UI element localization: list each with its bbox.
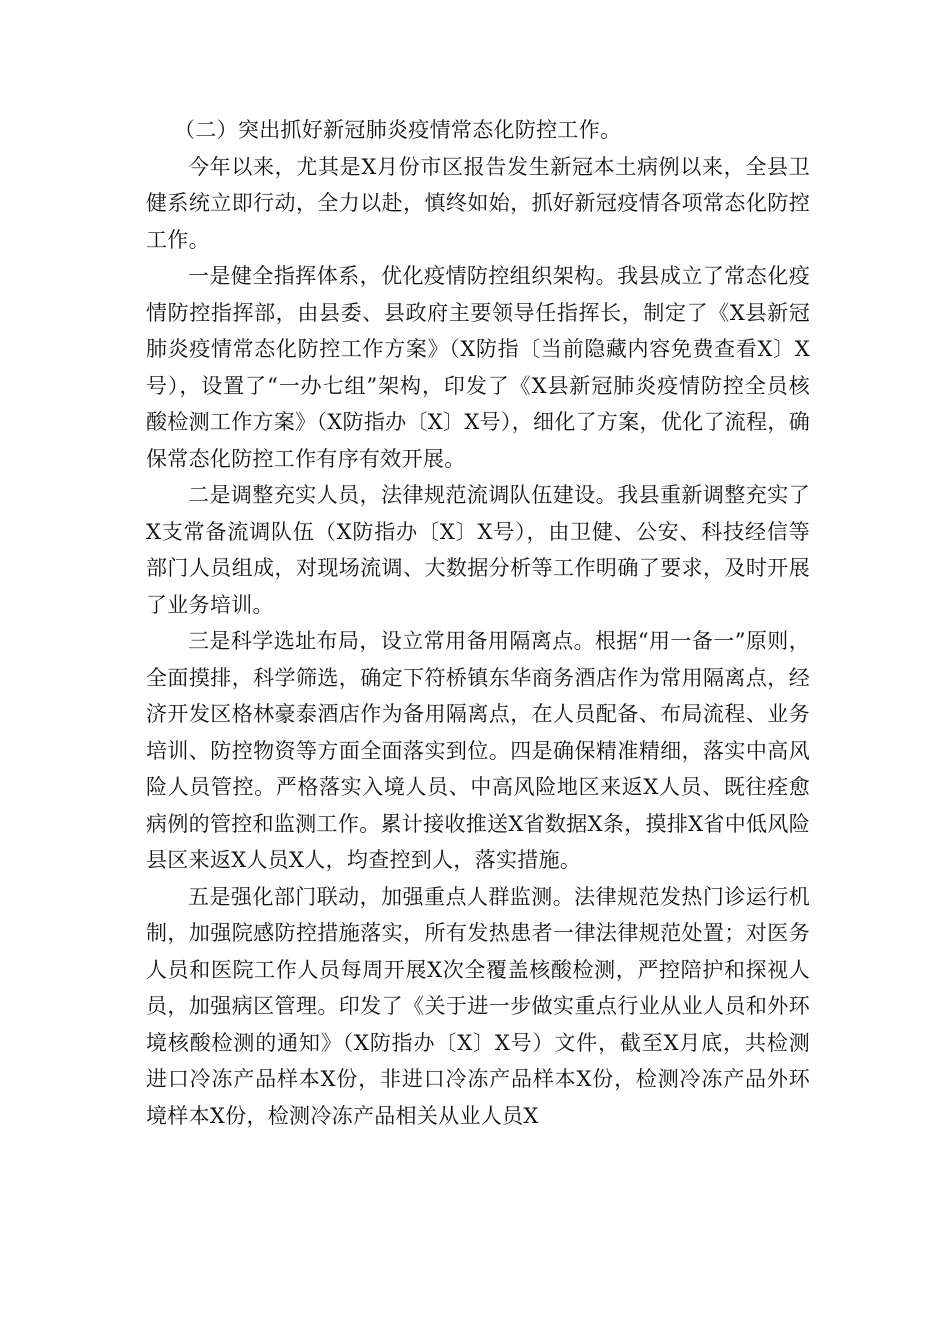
document-body [146,112,810,1134]
paragraph-intro: 今年以来，尤其是X月份市区报告发生新冠本土病例以来，全县卫健系统立即行动，全力以赴，慎终如始，抓好新冠疫情各项常态化防控工作。 [146,154,810,252]
paragraph-command-system: 一是健全指挥体系，优化疫情防控组织架构。我县成立了常态化疫情防控指挥部，由县委、县政府主要领导任指挥长，制定了《X县新冠肺炎疫情常态化防控工作方案》（X防指〔当前隐藏内容免费查看X〕X号），设置了“一办七组”架构，印发了《X县新冠肺炎疫情防控全员核酸检测工作方案》（X防指办〔X〕X号），细化了方案，优化了流程，确保常态化防控工作有序有效开展。 [146,264,810,471]
section-heading: （二）突出抓好新冠肺炎疫情常态化防控工作。 [174,118,622,142]
paragraph-tracing-team: 二是调整充实人员，法律规范流调队伍建设。我县重新调整充实了X支常备流调队伍（X防指办〔X〕X号），由卫健、公安、科技经信等部门人员组成，对现场流调、大数据分析等工作明确了要求，及时开展了业务培训。 [146,483,810,617]
paragraph-monitoring: 五是强化部门联动，加强重点人群监测。法律规范发热门诊运行机制，加强院感防控措施落实，所有发热患者一律法律规范处置；对医务人员和医院工作人员每周开展X次全覆盖核酸检测，严控陪护和探视人员，加强病区管理。印发了《关于进一步做实重点行业从业人员和外环境核酸检测的通知》（X防指办〔X〕X号）文件，截至X月底，共检测进口冷冻产品样本X份，非进口冷冻产品样本X份，检测冷冻产品外环境样本X份，检测冷冻产品相关从业人员X [146,884,810,1128]
paragraph-isolation-sites: 三是科学选址布局，设立常用备用隔离点。根据“用一备一”原则，全面摸排，科学筛选，确定下符桥镇东华商务酒店作为常用隔离点，经济开发区格林豪泰酒店作为备用隔离点，在人员配备、布局流程、业务培训、防控物资等方面全面落实到位。四是确保精准精细，落实中高风险人员管控。严格落实入境人员、中高风险地区来返X人员、既往痊愈病例的管控和监测工作。累计接收推送X省数据X条，摸排X省中低风险县区来返X人员X人，均查控到人，落实措施。 [146,629,810,872]
